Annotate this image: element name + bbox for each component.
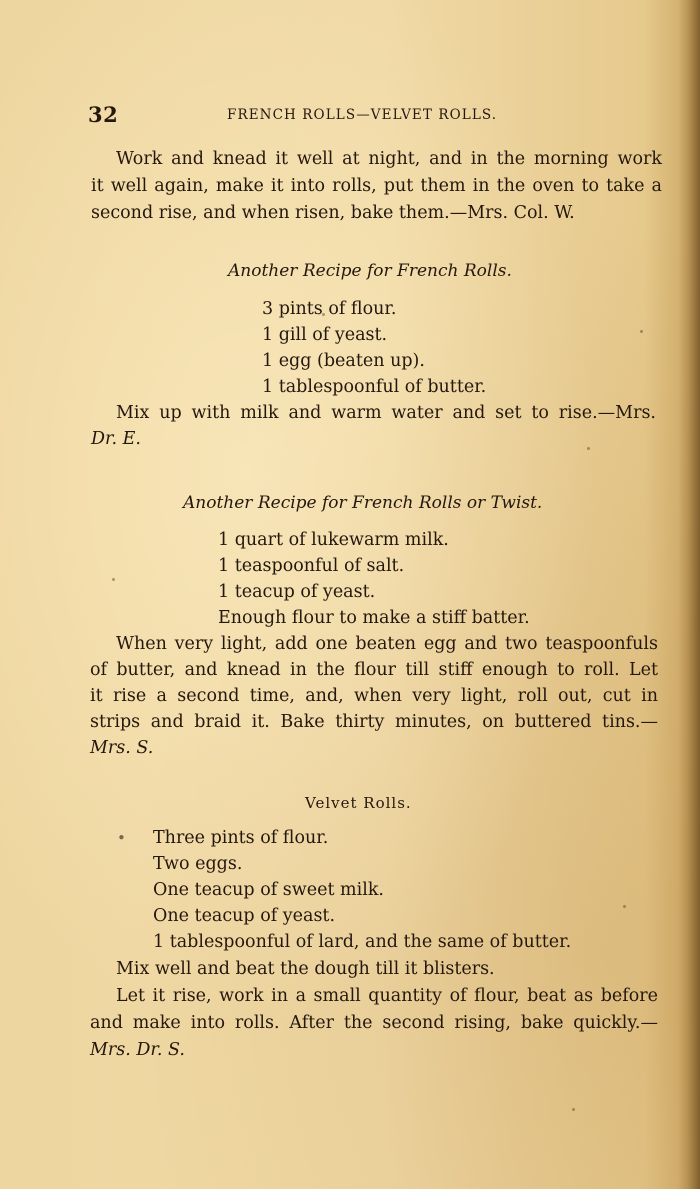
intro-line: second rise, and when risen, bake them.—Mrs. Col. W. bbox=[91, 203, 575, 223]
intro-line: it well again, make it into rolls, put them in the oven to take a bbox=[91, 176, 662, 196]
instruction-line: Mix well and beat the dough till it blisters. bbox=[116, 959, 495, 979]
stray-mark: • bbox=[117, 829, 126, 847]
ingredient-line: 1 teacup of yeast. bbox=[218, 582, 376, 602]
instruction-line: When very light, add one beaten egg and two teaspoonfuls bbox=[116, 634, 658, 654]
ingredient-line: Three pints of flour. bbox=[153, 828, 329, 848]
attribution: Mrs. Dr. S. bbox=[90, 1040, 185, 1060]
ingredient-line: 1 teaspoonful of salt. bbox=[218, 556, 405, 576]
ingredient-line: 1 quart of lukewarm milk. bbox=[218, 530, 449, 550]
instruction-line: it rise a second time, and, when very light, roll out, cut in bbox=[90, 686, 658, 706]
attribution: Dr. E. bbox=[91, 429, 141, 449]
recipe-title: Velvet Rolls. bbox=[305, 794, 412, 812]
ingredient-line: Two eggs. bbox=[153, 854, 243, 874]
instruction-line: Mix up with milk and warm water and set to rise.—Mrs. bbox=[116, 403, 656, 423]
instruction-line: of butter, and knead in the flour till stiff enough to roll. Let bbox=[90, 660, 658, 680]
ingredient-line: One teacup of sweet milk. bbox=[153, 880, 384, 900]
paper-speck bbox=[623, 905, 626, 908]
attribution: Mrs. S. bbox=[90, 738, 154, 758]
instruction-line: strips and braid it. Bake thirty minutes, on buttered tins.— bbox=[90, 712, 658, 732]
ingredient-line: 1 tablespoonful of butter. bbox=[262, 377, 487, 397]
paper-speck bbox=[587, 447, 590, 450]
ingredient-line: One teacup of yeast. bbox=[153, 906, 336, 926]
instruction-line: and make into rolls. After the second rising, bake quickly.— bbox=[90, 1013, 658, 1033]
intro-line: Work and knead it well at night, and in the morning work bbox=[116, 149, 662, 169]
paper-speck bbox=[572, 1108, 575, 1111]
paper-speck bbox=[112, 578, 115, 581]
ingredient-line: Enough flour to make a stiff batter. bbox=[218, 608, 530, 628]
ingredient-line: 1 gill of yeast. bbox=[262, 325, 388, 345]
ingredient-line: 3 pints of flour. bbox=[262, 299, 397, 319]
running-title: FRENCH ROLLS—VELVET ROLLS. bbox=[227, 107, 498, 123]
recipe-title: Another Recipe for French Rolls. bbox=[228, 261, 512, 281]
page-number: 32 bbox=[88, 102, 119, 127]
recipe-title: Another Recipe for French Rolls or Twist. bbox=[183, 493, 543, 513]
page-edge-shadow bbox=[678, 0, 700, 1189]
ingredient-line: 1 egg (beaten up). bbox=[262, 351, 425, 371]
paper-speck bbox=[640, 330, 643, 333]
instruction-line: Let it rise, work in a small quantity of flour, beat as before bbox=[116, 986, 658, 1006]
ingredient-line: 1 tablespoonful of lard, and the same of butter. bbox=[153, 932, 572, 952]
page-header bbox=[88, 100, 662, 130]
